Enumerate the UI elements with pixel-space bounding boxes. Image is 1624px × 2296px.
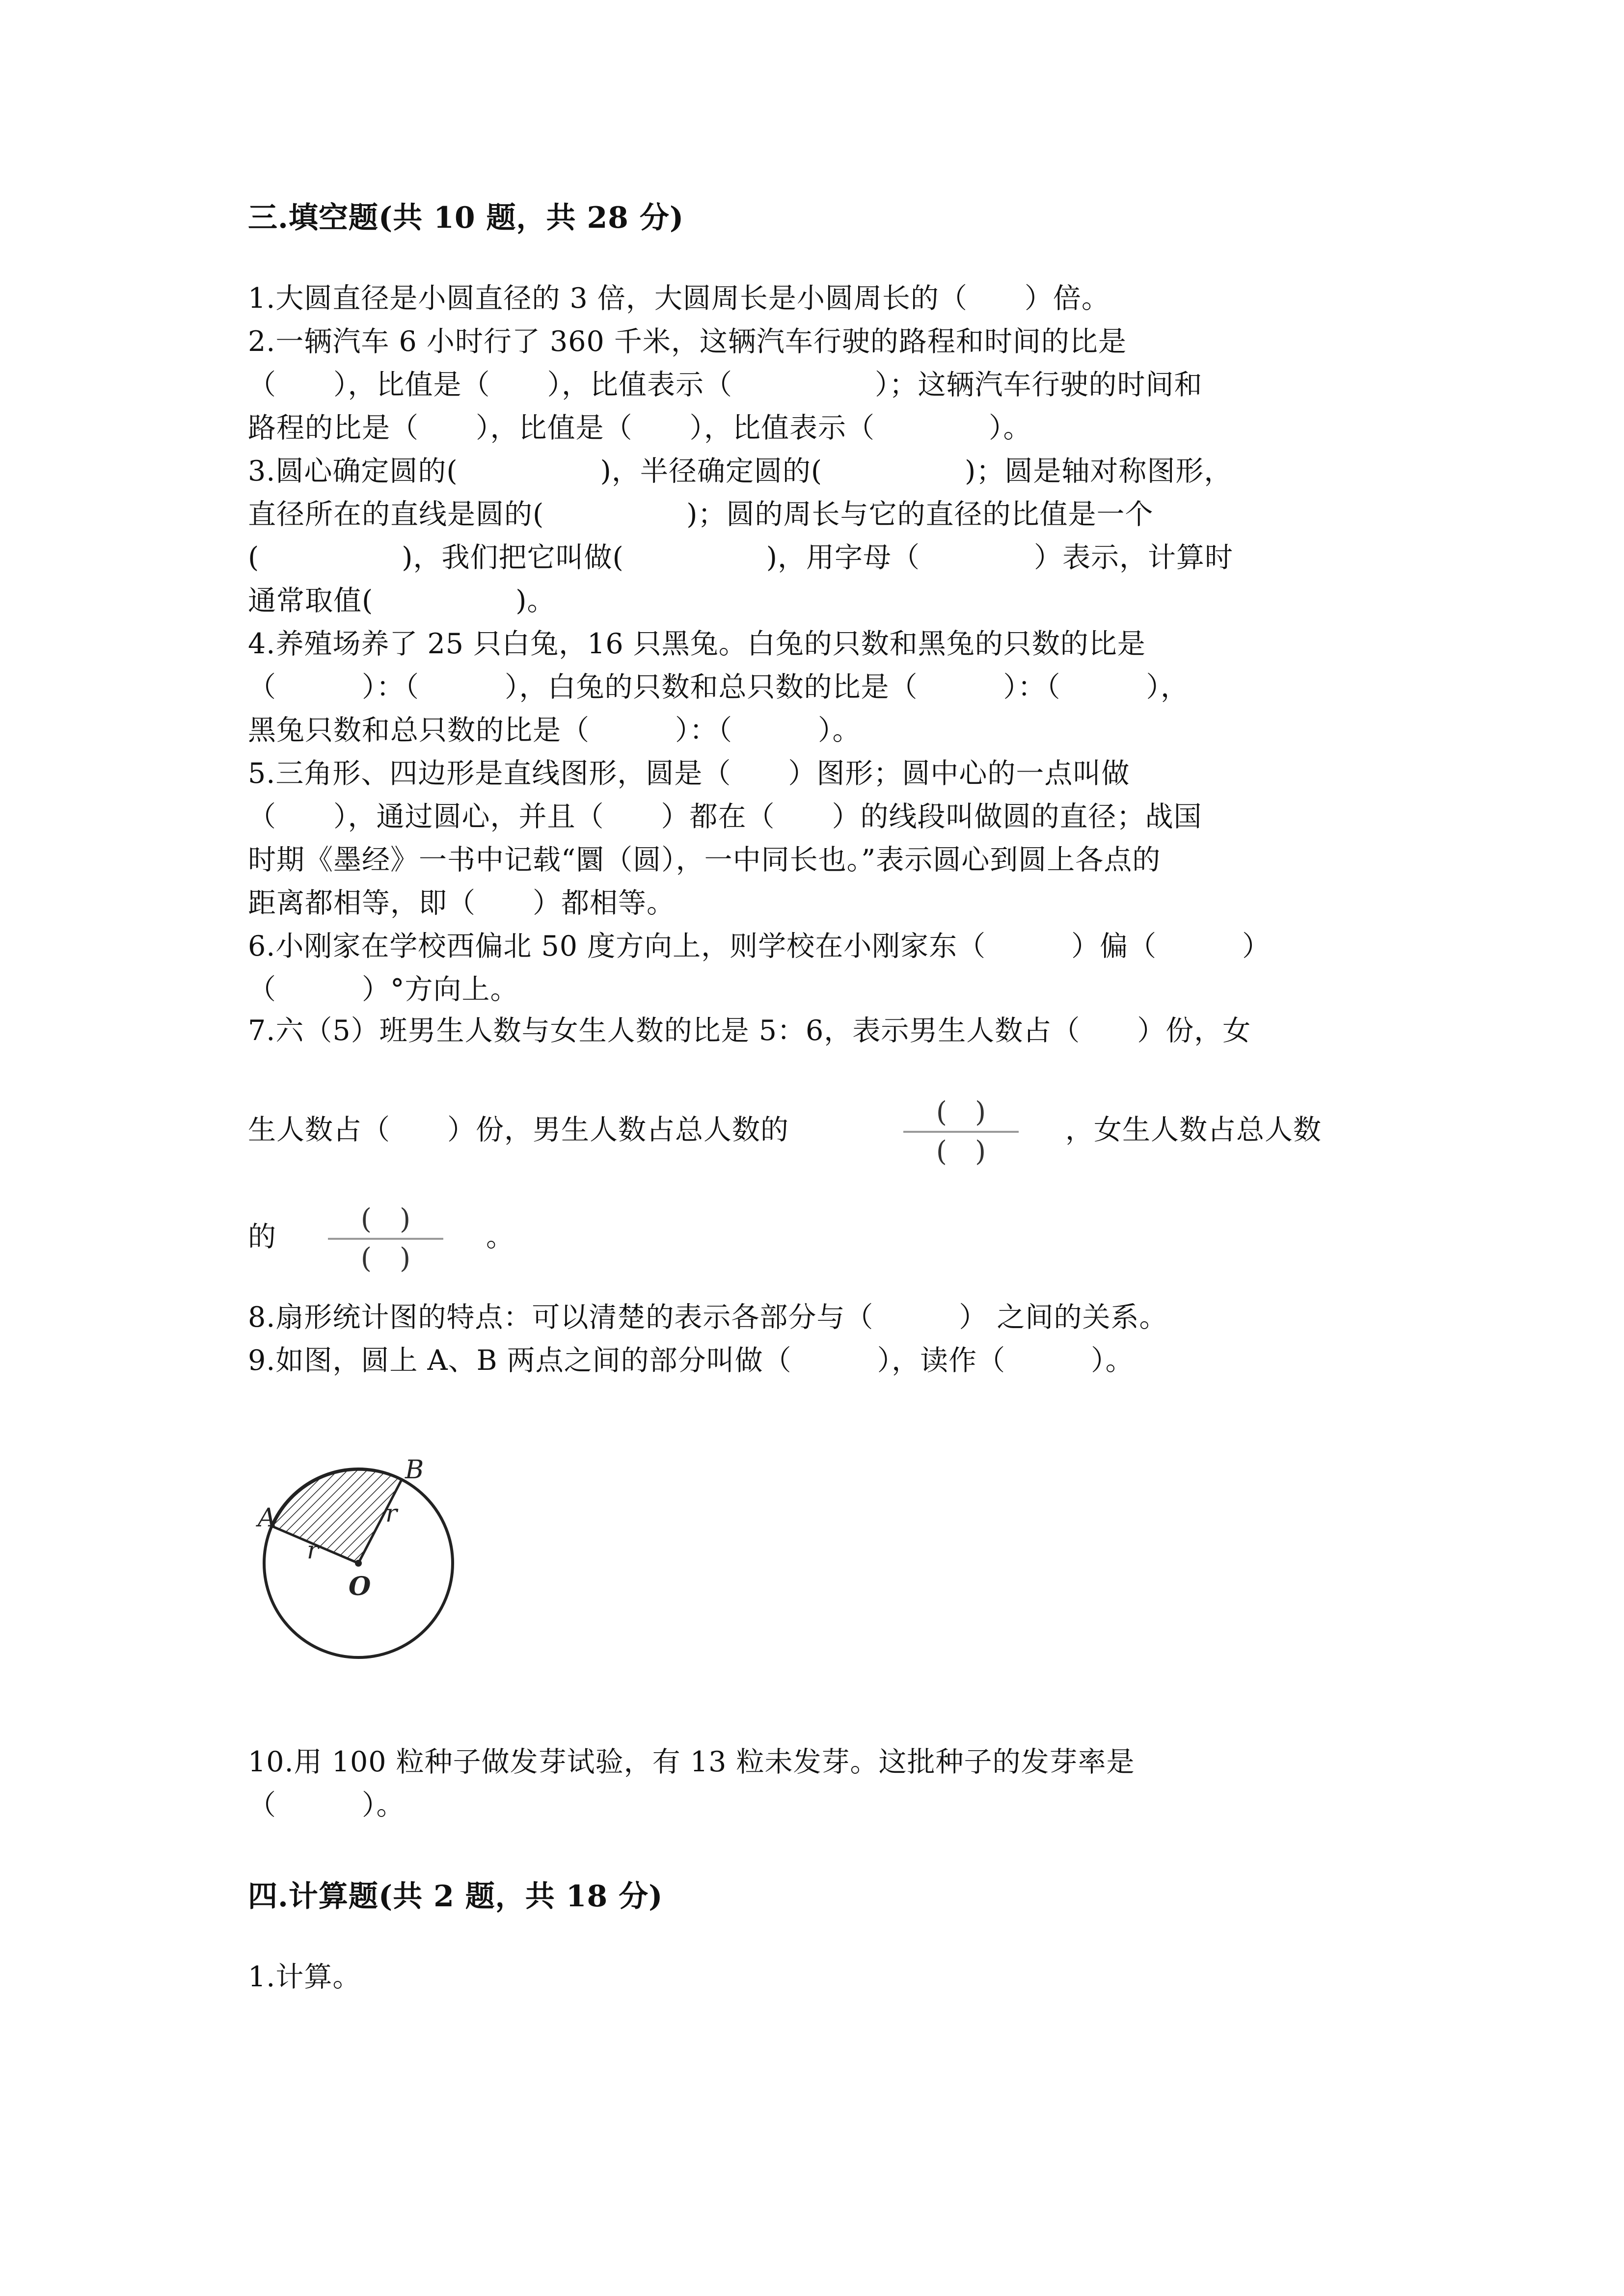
- section-4-question-1: 1.计算。: [248, 1961, 361, 1993]
- center-point-o: [355, 1560, 362, 1567]
- section-4-title: 四.计算题(共 2 题，共 18 分): [248, 1879, 663, 1914]
- question-7-line-3-text-a: 的: [248, 1221, 276, 1253]
- question-7-line-3-text-b: 。: [486, 1221, 514, 1253]
- fraction-denominator: ( ): [936, 1135, 986, 1168]
- question-9: 9.如图，圆上 A、B 两点之间的部分叫做（ ），读作（ ）。: [248, 1344, 1134, 1377]
- shaded-sector: [272, 1469, 402, 1563]
- fraction-numerator: ( ): [936, 1096, 986, 1128]
- question-5-line-2: （ ），通过圆心，并且（ ）都在（ ）的线段叫做圆的直径；战国: [248, 801, 1202, 833]
- fraction-bar: [328, 1238, 443, 1240]
- question-5-line-4: 距离都相等，即（ ）都相等。: [248, 887, 675, 919]
- question-7-line-2-text-b: ，女生人数占总人数: [1065, 1114, 1322, 1146]
- question-4-line-1: 4.养殖场养了 25 只白兔，16 只黑兔。白兔的只数和黑兔的只数的比是: [248, 628, 1146, 660]
- question-3-line-4: 通常取值( )。: [248, 585, 556, 617]
- question-4-line-3: 黑兔只数和总只数的比是（ ）：（ ）。: [248, 714, 861, 747]
- label-radius-right: r: [385, 1499, 397, 1527]
- question-2-line-3: 路程的比是（ ），比值是（ ），比值表示（ ）。: [248, 412, 1032, 444]
- question-2-line-2: （ ），比值是（ ），比值表示（ ）；这辆汽车行驶的时间和: [248, 369, 1203, 401]
- question-7-line-2-text-a: 生人数占（ ）份，男生人数占总人数的: [248, 1114, 789, 1146]
- question-7-line-1: 7.六（5）班男生人数与女生人数的比是 5：6，表示男生人数占（ ）份，女: [248, 1015, 1251, 1047]
- question-3-line-2: 直径所在的直线是圆的( )；圆的周长与它的直径的比值是一个: [248, 498, 1154, 531]
- label-b: B: [405, 1455, 424, 1485]
- fraction-numerator: ( ): [360, 1203, 411, 1235]
- label-a: A: [258, 1503, 276, 1533]
- question-10-line-2: （ ）。: [248, 1789, 405, 1821]
- label-radius-left: r: [307, 1536, 319, 1564]
- question-4-line-2: （ ）：（ ），白兔的只数和总只数的比是（ ）：（ ），: [248, 671, 1189, 703]
- question-6-line-1: 6.小刚家在学校西偏北 50 度方向上，则学校在小刚家东（ ）偏（ ）: [248, 930, 1271, 962]
- question-10-line-1: 10.用 100 粒种子做发芽试验，有 13 粒未发芽。这批种子的发芽率是: [248, 1746, 1135, 1778]
- question-1: 1.大圆直径是小圆直径的 3 倍，大圆周长是小圆周长的（ ）倍。: [248, 282, 1110, 315]
- question-5-line-3: 时期《墨经》一书中记载“圜（圆），一中同长也。”表示圆心到圆上各点的: [248, 844, 1161, 876]
- circle-sector-figure: [248, 1453, 464, 1664]
- label-o: O: [349, 1572, 371, 1602]
- question-3-line-1: 3.圆心确定圆的( )，半径确定圆的( )；圆是轴对称图形，: [248, 455, 1233, 487]
- question-5-line-1: 5.三角形、四边形是直线图形，圆是（ ）图形；圆中心的一点叫做: [248, 757, 1130, 790]
- section-3-title: 三.填空题(共 10 题，共 28 分): [248, 201, 684, 235]
- question-6-line-2: （ ）°方向上。: [248, 973, 519, 1006]
- question-2-line-1: 2.一辆汽车 6 小时行了 360 千米，这辆汽车行驶的路程和时间的比是: [248, 325, 1127, 358]
- fraction-bar: [903, 1131, 1019, 1133]
- fraction-denominator: ( ): [360, 1242, 411, 1275]
- question-3-line-3: ( )，我们把它叫做( )，用字母（ ）表示，计算时: [248, 541, 1233, 574]
- fraction-blank-boys: [903, 1095, 1019, 1168]
- fraction-blank-girls: [328, 1201, 443, 1275]
- question-8: 8.扇形统计图的特点：可以清楚的表示各部分与（ ） 之间的关系。: [248, 1301, 1168, 1334]
